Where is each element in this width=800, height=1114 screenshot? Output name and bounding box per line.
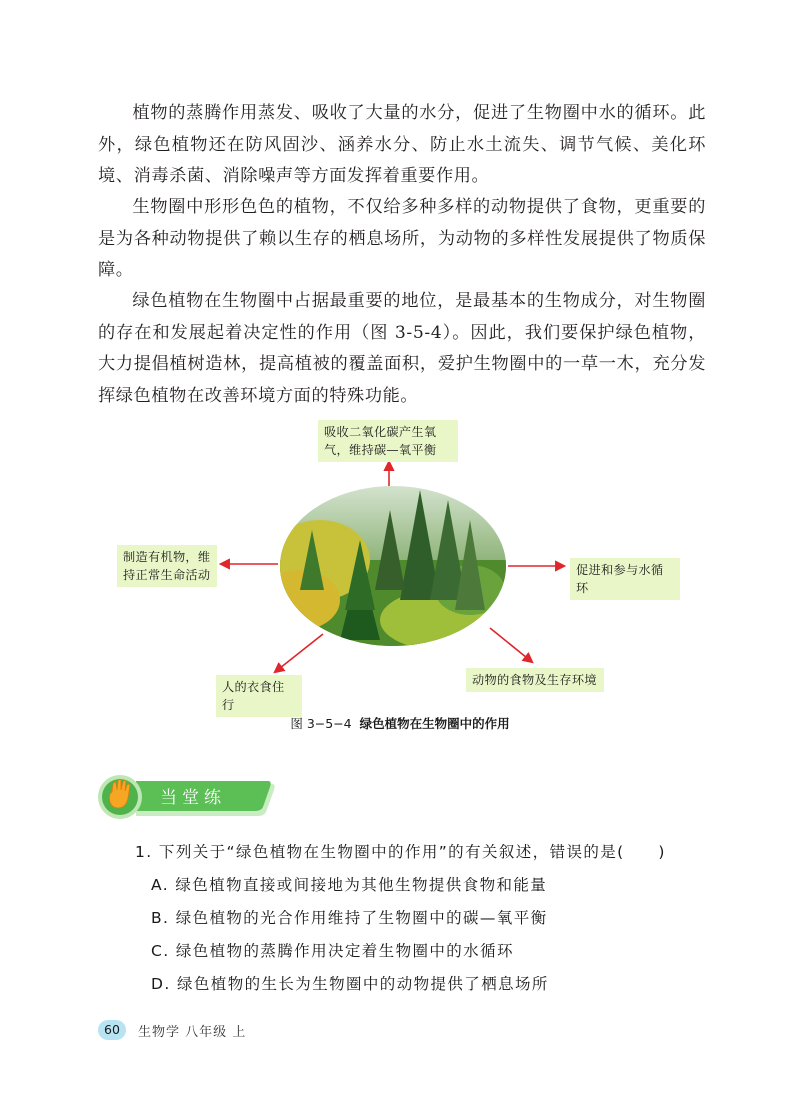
- figure-caption: [0, 714, 800, 732]
- book-title: 生物学 八年级 上: [138, 1025, 247, 1040]
- paragraph-1: 植物的蒸腾作用蒸发、吸收了大量的水分，促进了生物圈中水的循环。此外，绿色植物还在防风固沙、涵养水分、防止水土流失、调节气候、美化环境、消毒杀菌、消除噪声等方面发挥着重要作用。: [98, 103, 706, 186]
- figure-title: 绿色植物在生物圈中的作用: [359, 716, 510, 731]
- page-number: 60: [98, 1020, 126, 1040]
- label-human-needs: 人的衣食住行: [216, 675, 302, 717]
- practice-title: 当堂练: [160, 788, 226, 808]
- figure-number: 图 3−5−4: [290, 716, 352, 731]
- arrow-bottom-left: [275, 634, 323, 672]
- option-c[interactable]: C. 绿色植物的蒸腾作用决定着生物圈中的水循环: [151, 942, 514, 960]
- paragraph-2: 生物圈中形形色色的植物，不仅给多种多样的动物提供了食物，更重要的是为各种动物提供了赖以生存的栖息场所，为动物的多样性发展提供了物质保障。: [98, 197, 706, 280]
- label-animal-habitat: 动物的食物及生存环境: [466, 668, 604, 692]
- label-organic-matter: 制造有机物，维持正常生命活动: [117, 545, 217, 587]
- question-1: 1. 下列关于“绿色植物在生物圈中的作用”的有关叙述，错误的是( ): [135, 843, 666, 861]
- arrow-bottom-right: [490, 628, 532, 662]
- option-b[interactable]: B. 绿色植物的光合作用维持了生物圈中的碳—氧平衡: [151, 909, 548, 927]
- paragraph-3: 绿色植物在生物圈中占据最重要的地位，是最基本的生物成分，对生物圈的存在和发展起着决定性的作用（图 3-5-4）。因此，我们要保护绿色植物，大力提倡植树造林，提高植被的覆盖面积，爱护生物圈中的一草一木，充分发挥绿色植物在改善环境方面的特殊功能。: [98, 291, 706, 406]
- label-carbon-oxygen: 吸收二氧化碳产生氧气，维持碳—氧平衡: [318, 420, 458, 462]
- option-d[interactable]: D. 绿色植物的生长为生物圈中的动物提供了栖息场所: [151, 975, 549, 993]
- option-a[interactable]: A. 绿色植物直接或间接地为其他生物提供食物和能量: [151, 876, 548, 894]
- label-water-cycle: 促进和参与水循环: [570, 558, 680, 600]
- forest-photo: [260, 480, 520, 660]
